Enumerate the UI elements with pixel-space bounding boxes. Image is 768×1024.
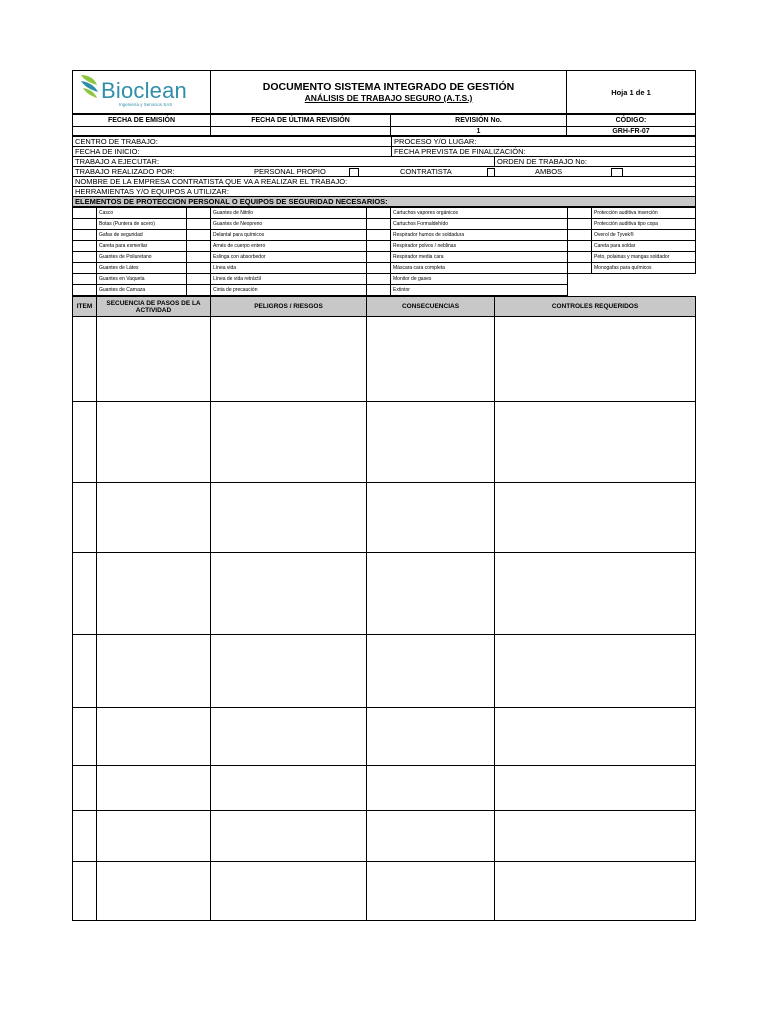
consequences-cell[interactable] [367, 766, 495, 811]
consequences-cell[interactable] [367, 553, 495, 635]
ppe-checkbox[interactable] [187, 241, 211, 252]
contractor-checkbox[interactable] [487, 168, 495, 177]
ppe-checkbox[interactable] [73, 285, 97, 296]
ppe-item-label: Guantes de Poliuretano [97, 252, 187, 263]
ppe-item-label: Máscara cara completa [391, 263, 568, 274]
document-title: DOCUMENTO SISTEMA INTEGRADO DE GESTIÓN [262, 81, 515, 93]
end-date-field[interactable]: FECHA PREVISTA DE FINALIZACIÓN: [392, 147, 696, 157]
sequence-cell[interactable] [97, 811, 211, 862]
contractor-label: CONTRATISTA [400, 167, 452, 176]
work-center-field[interactable]: CENTRO DE TRABAJO: [73, 137, 392, 147]
ppe-item-label: Gafas de seguridad [97, 230, 187, 241]
emission-date-value[interactable] [73, 127, 211, 136]
activity-row [73, 766, 696, 811]
ppe-checkbox[interactable] [73, 208, 97, 219]
ppe-row [73, 263, 696, 274]
last-revision-value[interactable] [211, 127, 391, 136]
ppe-item-label: Línea de vida retráctil [211, 274, 367, 285]
consequences-cell[interactable] [367, 483, 495, 553]
ppe-item-label: Cartuchos vapores orgánicos [391, 208, 568, 219]
hazards-cell[interactable] [211, 483, 367, 553]
ppe-item-label: Cartuchos Formaldehído [391, 219, 568, 230]
ppe-checkbox[interactable] [187, 219, 211, 230]
ppe-checkbox[interactable] [187, 263, 211, 274]
ppe-checkbox[interactable] [367, 219, 391, 230]
ppe-item-label: Protección auditiva tipo copa [592, 219, 696, 230]
logo-tagline: Ingeniería y Servicios SAS [119, 102, 173, 107]
controls-cell[interactable] [495, 862, 696, 921]
contractor-company-field[interactable]: NOMBRE DE LA EMPRESA CONTRATISTA QUE VA A REALIZAR EL TRABAJO: [73, 177, 696, 187]
sequence-header: SECUENCIA DE PASOS DE LA ACTIVIDAD [97, 297, 211, 317]
ppe-section-title: ELEMENTOS DE PROTECCION PERSONAL O EQUIPOS DE SEGURIDAD NECESARIOS: [73, 197, 696, 207]
item-cell[interactable] [73, 708, 97, 766]
last-revision-label: FECHA DE ÚLTIMA REVISIÓN [211, 115, 391, 127]
ppe-row [73, 219, 696, 230]
activity-row [73, 862, 696, 921]
leaf-icon [79, 73, 103, 99]
ppe-item-label: Arnés de cuerpo entero [211, 241, 367, 252]
consequences-cell[interactable] [367, 402, 495, 483]
hazards-cell[interactable] [211, 766, 367, 811]
ppe-checkbox[interactable] [367, 285, 391, 296]
activity-row [73, 811, 696, 862]
ppe-checkbox[interactable] [568, 263, 592, 274]
ppe-item-label: Overol de Tyvek® [592, 230, 696, 241]
controls-cell[interactable] [495, 811, 696, 862]
revision-table [72, 114, 696, 136]
item-cell[interactable] [73, 766, 97, 811]
ppe-row [73, 274, 696, 285]
ppe-checkbox[interactable] [367, 274, 391, 285]
item-cell[interactable] [73, 862, 97, 921]
ppe-checkbox[interactable] [367, 241, 391, 252]
sequence-cell[interactable] [97, 766, 211, 811]
controls-cell[interactable] [495, 317, 696, 402]
ppe-checkbox[interactable] [568, 208, 592, 219]
code-value[interactable]: GRH-FR-07 [567, 127, 696, 136]
ppe-checkbox[interactable] [73, 219, 97, 230]
process-place-field[interactable]: PROCESO Y/O LUGAR: [392, 137, 696, 147]
sequence-cell[interactable] [97, 553, 211, 635]
empty-cell [568, 274, 592, 285]
ppe-checkbox[interactable] [367, 263, 391, 274]
ppe-row [73, 285, 696, 296]
hazards-cell[interactable] [211, 317, 367, 402]
ppe-checkbox[interactable] [568, 219, 592, 230]
hazards-cell[interactable] [211, 862, 367, 921]
start-date-field[interactable]: FECHA DE INICIO: [73, 147, 392, 157]
activity-row [73, 402, 696, 483]
ppe-row [73, 230, 696, 241]
work-info [72, 136, 696, 207]
sequence-cell[interactable] [97, 862, 211, 921]
activity-row [73, 317, 696, 402]
hazards-cell[interactable] [211, 553, 367, 635]
consequences-cell[interactable] [367, 708, 495, 766]
ppe-checkbox[interactable] [568, 230, 592, 241]
empty-cell [592, 274, 696, 285]
sheet-number: Hoja 1 de 1 [567, 71, 696, 114]
ppe-item-label: Guantes de Látex [97, 263, 187, 274]
consequences-cell[interactable] [367, 317, 495, 402]
controls-cell[interactable] [495, 766, 696, 811]
item-cell[interactable] [73, 317, 97, 402]
hazards-header: PELIGROS / RIESGOS [211, 297, 367, 317]
ppe-row [73, 208, 696, 219]
ppe-item-label: Cinta de precaución [211, 285, 367, 296]
sequence-cell[interactable] [97, 635, 211, 708]
code-label: CÓDIGO: [567, 115, 696, 127]
empty-cell [592, 285, 696, 296]
item-header: ITEM [73, 297, 97, 317]
ppe-item-label: Guantes de Carnaza [97, 285, 187, 296]
controls-cell[interactable] [495, 708, 696, 766]
hazards-cell[interactable] [211, 402, 367, 483]
ppe-item-label: Extintor [391, 285, 568, 296]
ppe-item-label: Botas (Puntera de acero) [97, 219, 187, 230]
ats-form [72, 70, 695, 921]
sequence-cell[interactable] [97, 402, 211, 483]
item-cell[interactable] [73, 635, 97, 708]
emission-date-label: FECHA DE EMISIÓN [73, 115, 211, 127]
ppe-checkbox[interactable] [187, 208, 211, 219]
ppe-item-label: Guantes en Vaqueta [97, 274, 187, 285]
activity-row [73, 635, 696, 708]
ppe-item-label: Línea vida [211, 263, 367, 274]
empty-cell [568, 285, 592, 296]
controls-cell[interactable] [495, 402, 696, 483]
done-by-label: TRABAJO REALIZADO POR: [75, 167, 175, 176]
ppe-checkbox[interactable] [73, 252, 97, 263]
ppe-item-label: Guantes de Neopreno [211, 219, 367, 230]
controls-cell[interactable] [495, 483, 696, 553]
sequence-cell[interactable] [97, 317, 211, 402]
ppe-checkbox[interactable] [187, 274, 211, 285]
ppe-grid [72, 207, 696, 296]
ppe-checkbox[interactable] [187, 230, 211, 241]
ppe-checkbox[interactable] [73, 230, 97, 241]
hazards-cell[interactable] [211, 635, 367, 708]
work-to-do-field[interactable]: TRABAJO A EJECUTAR: [73, 157, 495, 167]
ppe-item-label: Delantal para químicos [211, 230, 367, 241]
logo-brand-text: Bioclean [101, 78, 187, 103]
work-order-field[interactable]: ORDEN DE TRABAJO No: [495, 157, 696, 167]
item-cell[interactable] [73, 402, 97, 483]
revision-number-label: REVISIÓN No. [391, 115, 567, 127]
ppe-checkbox[interactable] [568, 241, 592, 252]
own-staff-checkbox[interactable] [349, 168, 359, 177]
logo-cell [73, 71, 211, 114]
ppe-checkbox[interactable] [568, 252, 592, 263]
ppe-item-label: Careta para esmerilar [97, 241, 187, 252]
item-cell[interactable] [73, 483, 97, 553]
sequence-cell[interactable] [97, 483, 211, 553]
form-header [72, 70, 696, 114]
consequences-cell[interactable] [367, 862, 495, 921]
ppe-checkbox[interactable] [187, 252, 211, 263]
ppe-checkbox[interactable] [367, 208, 391, 219]
ppe-item-label: Protección auditiva inserción [592, 208, 696, 219]
item-cell[interactable] [73, 811, 97, 862]
consequences-header: CONSECUENCIAS [367, 297, 495, 317]
ppe-row [73, 252, 696, 263]
ppe-checkbox[interactable] [73, 241, 97, 252]
sequence-cell[interactable] [97, 708, 211, 766]
consequences-cell[interactable] [367, 811, 495, 862]
ppe-checkbox[interactable] [73, 274, 97, 285]
ppe-item-label: Peto, polainas y mangas soldador [592, 252, 696, 263]
activity-row [73, 553, 696, 635]
controls-cell[interactable] [495, 553, 696, 635]
ppe-item-label: Casco [97, 208, 187, 219]
revision-number-value[interactable]: 1 [391, 127, 567, 136]
ppe-item-label: Careta para soldar [592, 241, 696, 252]
ppe-checkbox[interactable] [73, 263, 97, 274]
ppe-checkbox[interactable] [367, 230, 391, 241]
document-subtitle: ANÁLISIS DE TRABAJO SEGURO (A.T.S.) [304, 93, 473, 103]
controls-header: CONTROLES REQUERIDOS [495, 297, 696, 317]
own-staff-label: PERSONAL PROPIO [254, 167, 326, 176]
item-cell[interactable] [73, 553, 97, 635]
ppe-item-label: Respirador humos de soldadura [391, 230, 568, 241]
ppe-checkbox[interactable] [187, 285, 211, 296]
hazards-cell[interactable] [211, 708, 367, 766]
tools-field[interactable]: HERRAMIENTAS Y/O EQUIPOS A UTILIZAR: [73, 187, 696, 197]
bioclean-logo [73, 71, 211, 113]
activity-table [72, 296, 696, 921]
document-title-cell [211, 71, 567, 114]
consequences-cell[interactable] [367, 635, 495, 708]
ppe-item-label: Monogafas para químicos [592, 263, 696, 274]
ppe-item-label: Guantes de Nitrilo [211, 208, 367, 219]
controls-cell[interactable] [495, 635, 696, 708]
activity-row [73, 708, 696, 766]
both-checkbox[interactable] [611, 168, 623, 177]
ppe-item-label: Respirador polvos / neblinas [391, 241, 568, 252]
ppe-checkbox[interactable] [367, 252, 391, 263]
both-label: AMBOS [535, 167, 563, 176]
ppe-item-label: Monitor de gases [391, 274, 568, 285]
ppe-item-label: Respirador media cara [391, 252, 568, 263]
ppe-row [73, 241, 696, 252]
hazards-cell[interactable] [211, 811, 367, 862]
ppe-item-label: Eslinga con absorbedor [211, 252, 367, 263]
activity-row [73, 483, 696, 553]
done-by-row [73, 167, 696, 177]
